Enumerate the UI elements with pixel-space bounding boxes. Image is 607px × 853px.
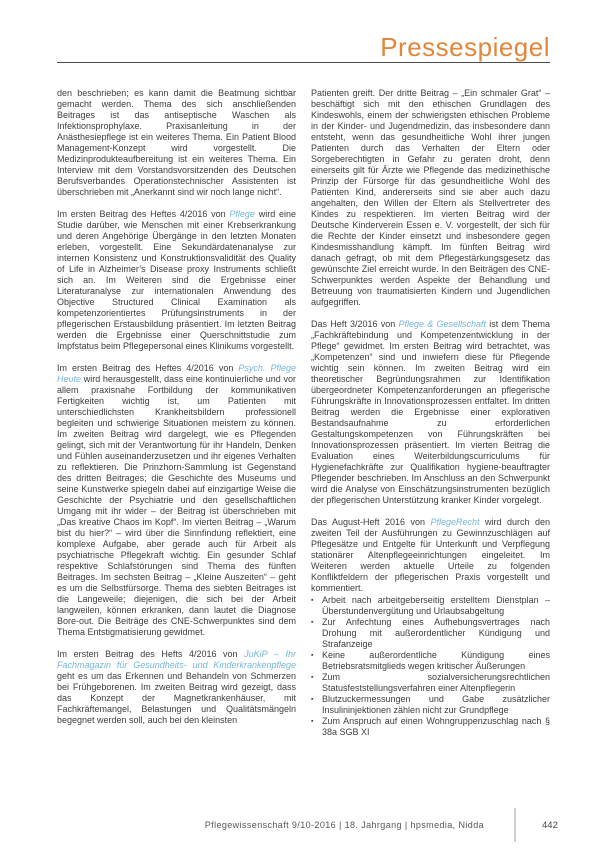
footer-divider (514, 808, 516, 842)
paragraph-text: wird herausgestellt, dass eine kontinuierliche und vor allem praxisnahe Fortbildung der kommunikativen Fertigkeiten wichtig ist, um Patienten mit unterschiedlichsten Krankheitsbildern professionell begleiten und schwierige Situationen meistern zu können. Im zweiten Beitrag wird dargelegt, wie es Pflegenden gelingt, sich mit der Verantwortung für ihr Handeln, Denken und Fühlen auseinanderzusetzen und ihr eigenes Verhalten zu reflektieren. Die Prinzhorn-Sammlung ist Gegenstand des dritten Beitrages; die Geschichte des Museums und seine Kunstwerke spiegeln dabei auf einzigartige Weise die Geschichte der Psychiatrie und den gesellschaftlichen Umgang mit ihr wider – der Beitrag ist überschrieben mit „Das kreative Chaos im Kopf“. Im vierten Beitrag – „Warum bist du hier?“ – wird über die Sinnfindung reflektiert, eine komplexe Aufgabe, aber gerade auch für Arbeit als psychiatrische Pflegekraft wichtig. Ein gesunder Schlaf respektive Schlafstörungen sind Thema des fünften Beitrages. Im sechsten Beitrag – „Kleine Auszeiten“ – geht es um die Selbstfürsorge. Thema des siebten Beitrages ist die Langeweile; diejenigen, die sich bei der Arbeit langweilen, können erkranken, dann lautet die Diagnose Bore-out. Die Beiträge des CNE-Schwerpunktes sind dem Thema Entstigmatisierung gewidmet. (57, 374, 296, 637)
press-review-content (57, 88, 550, 805)
paragraph-text: ist dem Thema „Fachkräftebindung und Kompetenzentwicklung in der Pflege“ gewidmet. Im ersten Beitrag wird betrachtet, was „Kompetenzen“ sind und inwiefern diese für Pflegende wichtig sein können. Im zweiten Beitrag wird ein theoretischer Begründungsrahmen zur Identifikation übergeordneter Kompetenzanforderungen an pflegerische Führungskräfte in Innovationsprozessen entfaltet. Im dritten Beitrag werden die Ergebnisse einer explorativen Bestandsaufnahme zu erforderlichen Gestaltungskompetenzen von Führungskräften bei Innovationsprozessen präsentiert. Im vierten Beitrag die Evaluation eines Weiterbildungscurriculums für Hygienefachkräfte zur Qualifikation hygiene-beauftragter Pflegender beschrieben. Im Anschluss an den Schwerpunkt wird die Analyse von Einschätzungsinstrumenten bezüglich der pflegerischen Unterstützung kranker Kinder vorgelegt. (311, 319, 550, 505)
paragraph-continuation (311, 88, 550, 308)
paragraph-jukip (57, 649, 296, 726)
bullet-text: Zum sozialversicherungsrechtlichen Statusfeststellungsverfahren einer Altenpflegerin (322, 672, 550, 693)
paragraph-text: Im ersten Beitrag des Heftes 4/2016 von (57, 209, 230, 219)
journal-name-link[interactable]: Psych. Pflege Heute (57, 363, 296, 384)
list-item (311, 716, 550, 738)
journal-name-link[interactable]: PflegeRecht (430, 517, 480, 527)
journal-imprint: Pflegewissenschaft 9/10-2016 | 18. Jahrgang | hpsmedia, Nidda (204, 820, 484, 830)
paragraph-text: geht es um das Erkennen und Behandeln von Schmerzen bei Frühgeborenen. Im zweiten Beitrag wird gezeigt, dass das Konzept der Magnetkrankenhäuser, mit Fachkräftemangel, Belastungen und Qualitätsmängeln begegnet werden soll, auch bei den kleinsten (57, 671, 296, 725)
right-column (311, 88, 550, 805)
paragraph-text: Im ersten Beitrag des Heftes 4/2016 von (57, 363, 239, 373)
paragraph-text: Patienten greift. Der dritte Beitrag – „Ein schmaler Grat“ – beschäftigt sich mit den ethischen Grundlagen des Kindeswohls, einem der schwierigsten ethischen Probleme in der Kinder- und Jugendmedizin, das insbesondere dann entsteht, wenn das gesundheitliche Wohl ihrer jungen Patienten durch das Verhalten der Eltern oder Sorgeberechtigten in Gefahr zu geraten droht, denn einerseits gilt für Ärzte wie Pflegende das medizinethische Prinzip der Fürsorge für das gesundheitliche Wohl des Patienten Kind, andererseits sind sie aber auch dazu angehalten, den Willen der Eltern als Stellvertreter des Kindes zu respektieren. Im vierten Beitrag wird der Deutsche Kinderverein Essen e. V. vorgestellt, der sich für die Rechte der Kinder einsetzt und insbesondere gegen Kindesmisshandlung kämpft. Im fünften Beitrag wird danach gefragt, ob mit dem Pflegestärkungsgesetz das gewünschte Ziel erreicht wurde. In den Beiträgen des CNE-Schwerpunktes werden Aspekte der Behandlung und Betreuung von traumatisierten Kindern und Jugendlichen aufgegriffen. (311, 88, 550, 307)
paragraph-text: Das Heft 3/2016 von (311, 319, 399, 329)
paragraph-pflegerecht (311, 517, 550, 594)
paragraph-text: wird durch den zweiten Teil der Ausführungen zu Gewinnzuschlägen auf Pflegesätze und Entgelte für Unterkunft und Verpflegung stationärer Altenpflegeeinrichtungen eingeleitet. Im Weiteren werden aktuelle Urteile zu folgenden Konfliktfeldern der pflegerischen Praxis vorgestellt und kommentiert. (311, 517, 550, 593)
bullet-icon: ▪ (311, 652, 314, 659)
bullet-icon: ▪ (311, 597, 314, 604)
paragraph-text: Im ersten Beitrag des Hefts 4/2016 von (57, 649, 245, 659)
bullet-icon: ▪ (311, 696, 314, 703)
court-rulings-list (311, 595, 550, 738)
page-number: 442 (542, 819, 558, 831)
paragraph-text: Das August-Heft 2016 von (311, 517, 431, 527)
list-item (311, 672, 550, 694)
page-footer (0, 805, 607, 845)
bullet-text: Zur Anfechtung eines Aufhebungsvertrages nach Drohung mit außerordentlicher Kündigung und Strafanzeige (322, 617, 550, 649)
list-item (311, 617, 550, 650)
journal-name-link[interactable]: JuKiP – Ihr Fachmagazin für Gesundheits- und Kinderkrankenpflege (57, 649, 297, 670)
bullet-icon: ▪ (311, 619, 314, 626)
bullet-icon: ▪ (311, 674, 314, 681)
journal-name-link[interactable]: Pflege (229, 209, 255, 219)
page-title: Pressespiegel (380, 32, 550, 62)
paragraph-pflege (57, 209, 296, 352)
left-column (57, 88, 296, 805)
bullet-text: Zum Anspruch auf einen Wohngruppenzuschlag nach § 38a SGB XI (322, 716, 550, 737)
paragraph-psych-pflege-heute (57, 363, 296, 638)
bullet-text: Keine außerordentliche Kündigung eines Betriebsratsmitglieds wegen kritischer Äußerungen (322, 650, 550, 671)
paragraph-continuation (57, 88, 296, 198)
bullet-text: Blutzuckermessungen und Gabe zusätzlicher Insulininjektionen zählen nicht zur Grundpflege (322, 694, 550, 715)
paragraph-text: wird eine Studie darüber, wie Menschen mit einer Krebserkrankung und deren Angehörige Übergänge in den letzten Monaten erleben, vorgestellt. Eine Sekundärdatenanalyse zur internen Konsistenz und Konstruktionsvalidität des Quality of Life in Alzheimer’s Disease proxy Instruments schließt sich an. Im Weiteren sind die Ergebnisse einer Literaturanalyse zur internationalen Anwendung des Objective Structured Clinical Examination als kompetenzorientiertes Prüfungsinstruments in der pflegerischen Erstausbildung präsentiert. Im letzten Beitrag werden die Ergebnisse einer Querschnittstudie zum Impfstatus beim Pflegepersonal eines Klinikums vorgestellt. (57, 209, 296, 351)
bullet-text: Arbeit nach arbeitgeberseitig erstelltem Dienstplan – Überstundenvergütung und Urlaubsabgeltung (322, 595, 550, 616)
journal-name-link[interactable]: Pflege & Gesellschaft (398, 319, 486, 329)
list-item (311, 694, 550, 716)
list-item (311, 595, 550, 617)
bullet-icon: ▪ (311, 718, 314, 725)
page-header (57, 0, 550, 63)
paragraph-text: den beschrieben; es kann damit die Beatmung sichtbar gemacht werden. Thema des sich anschließenden Beitrages ist das antiseptische Waschen als Infektionsprophylaxe. Praxisanleitung in der Anästhesiepflege ist ein weiteres Thema. Ein Patient Blood Management-Konzept wird vorgestellt. Die Medizinprodukteaufbereitung ist ein weiteres Thema. Ein Interview mit dem Vorstandsvorsitzenden des Deutschen Berufsverbandes Operationstechnischer Assistenten ist überschrieben mit „Anerkannt sind wir noch lange nicht“. (57, 88, 296, 197)
paragraph-pflege-gesellschaft (311, 319, 550, 506)
list-item (311, 650, 550, 672)
